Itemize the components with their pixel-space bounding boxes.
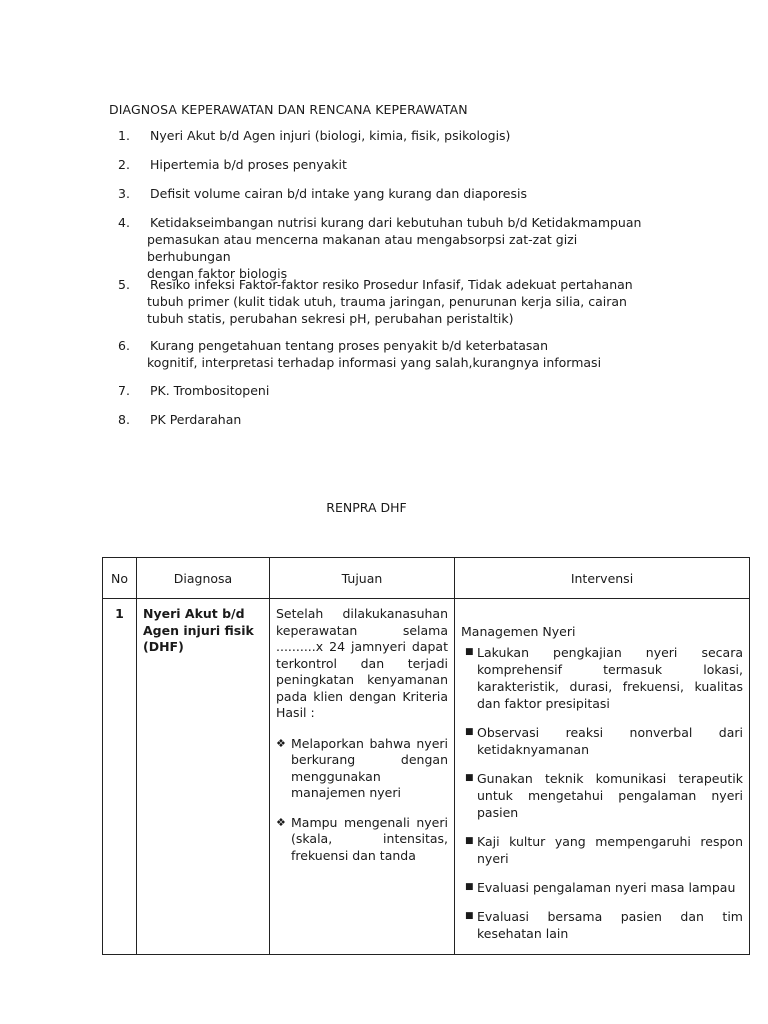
diagnosis-number: 2. (118, 157, 130, 172)
intervensi-item: ■ Kaji kultur yang mempengaruhi respon nyeri (465, 834, 743, 866)
tujuan-text: Setelah dilakukanasuhan keperawatan selama ..........x 24 jamnyeri dapat terkontrol dan terjadi peningkatan kenyamanan pada klien dengan Kriteria Hasil : (276, 606, 448, 720)
table-row (103, 599, 750, 955)
intervensi-item: ■ Lakukan pengkajian nyeri secara komprehensif termasuk lokasi, karakteristik, durasi, frekuensi, kualitas dan faktor presipitasi (465, 645, 743, 711)
diagnosis-text: Defisit volume cairan b/d intake yang kurang dan diaporesis (150, 186, 527, 201)
section-title: RENPRA DHF (326, 500, 407, 515)
diamond-bullet-icon: ❖ (276, 815, 286, 829)
diagnosis-text: Ketidakseimbangan nutrisi kurang dari kebutuhan tubuh b/d Ketidakmampuan pemasukan atau mencerna makanan atau mengabsorpsi zat-zat gizi berhubungan dengan faktor biologis (147, 215, 642, 281)
square-bullet-icon: ■ (465, 773, 474, 783)
table-header-row (103, 558, 750, 599)
diagnosis-number: 6. (118, 338, 130, 353)
cell-tujuan (270, 599, 455, 955)
cell-intervensi (455, 599, 750, 955)
intervensi-title: Managemen Nyeri (461, 624, 576, 639)
page-title: DIAGNOSA KEPERAWATAN DAN RENCANA KEPERAWATAN (109, 102, 468, 117)
kriteria-item: ❖ Melaporkan bahwa nyeri berkurang dengan menggunakan manajemen nyeri (276, 735, 448, 800)
column-header-diagnosa: Diagnosa (137, 558, 270, 599)
diagnosis-text: PK Perdarahan (150, 412, 242, 427)
diagnosis-number: 3. (118, 186, 130, 201)
column-header-intervensi: Intervensi (455, 558, 750, 599)
diagnosis-number: 5. (118, 277, 130, 292)
square-bullet-icon: ■ (465, 727, 474, 737)
kriteria-item: ❖ Mampu mengenali nyeri (skala, intensitas, frekuensi dan tanda (276, 814, 448, 863)
intervensi-item: ■ Evaluasi pengalaman nyeri masa lampau (465, 880, 736, 895)
diagnosis-number: 8. (118, 412, 130, 427)
intervensi-item: ■ Observasi reaksi nonverbal dari ketidaknyamanan (465, 725, 743, 757)
square-bullet-icon: ■ (465, 836, 474, 846)
diagnosis-text: Hipertemia b/d proses penyakit (150, 157, 347, 172)
square-bullet-icon: ■ (465, 911, 474, 921)
renpra-table (102, 557, 750, 955)
column-header-tujuan: Tujuan (270, 558, 455, 599)
square-bullet-icon: ■ (465, 882, 474, 892)
diagnosis-number: 1. (118, 128, 130, 143)
cell-no: 1 (103, 599, 137, 955)
diagnosis-number: 4. (118, 215, 130, 230)
kriteria-list (276, 736, 448, 865)
cell-diagnosa: Nyeri Akut b/d Agen injuri fisik (DHF) (137, 599, 270, 955)
diagnosis-text: Nyeri Akut b/d Agen injuri (biologi, kimia, fisik, psikologis) (150, 128, 511, 143)
column-header-no: No (103, 558, 137, 599)
intervensi-item: ■ Evaluasi bersama pasien dan tim kesehatan lain (465, 909, 743, 941)
diagnosis-text: Kurang pengetahuan tentang proses penyakit b/d keterbatasan kognitif, interpretasi terhadap informasi yang salah,kurangnya informasi (147, 338, 602, 370)
square-bullet-icon: ■ (465, 647, 474, 657)
diagnosis-text: PK. Trombositopeni (150, 383, 270, 398)
diagnosis-number: 7. (118, 383, 130, 398)
diagnosis-text: Resiko infeksi Faktor-faktor resiko Prosedur Infasif, Tidak adekuat pertahanan tubuh primer (kulit tidak utuh, trauma jaringan, penurunan kerja silia, cairan tubuh statis, perubahan sekresi pH, perubahan peristaltik) (147, 277, 633, 326)
intervensi-item: ■ Gunakan teknik komunikasi terapeutik untuk mengetahui pengalaman nyeri pasien (465, 771, 743, 820)
diamond-bullet-icon: ❖ (276, 736, 286, 750)
